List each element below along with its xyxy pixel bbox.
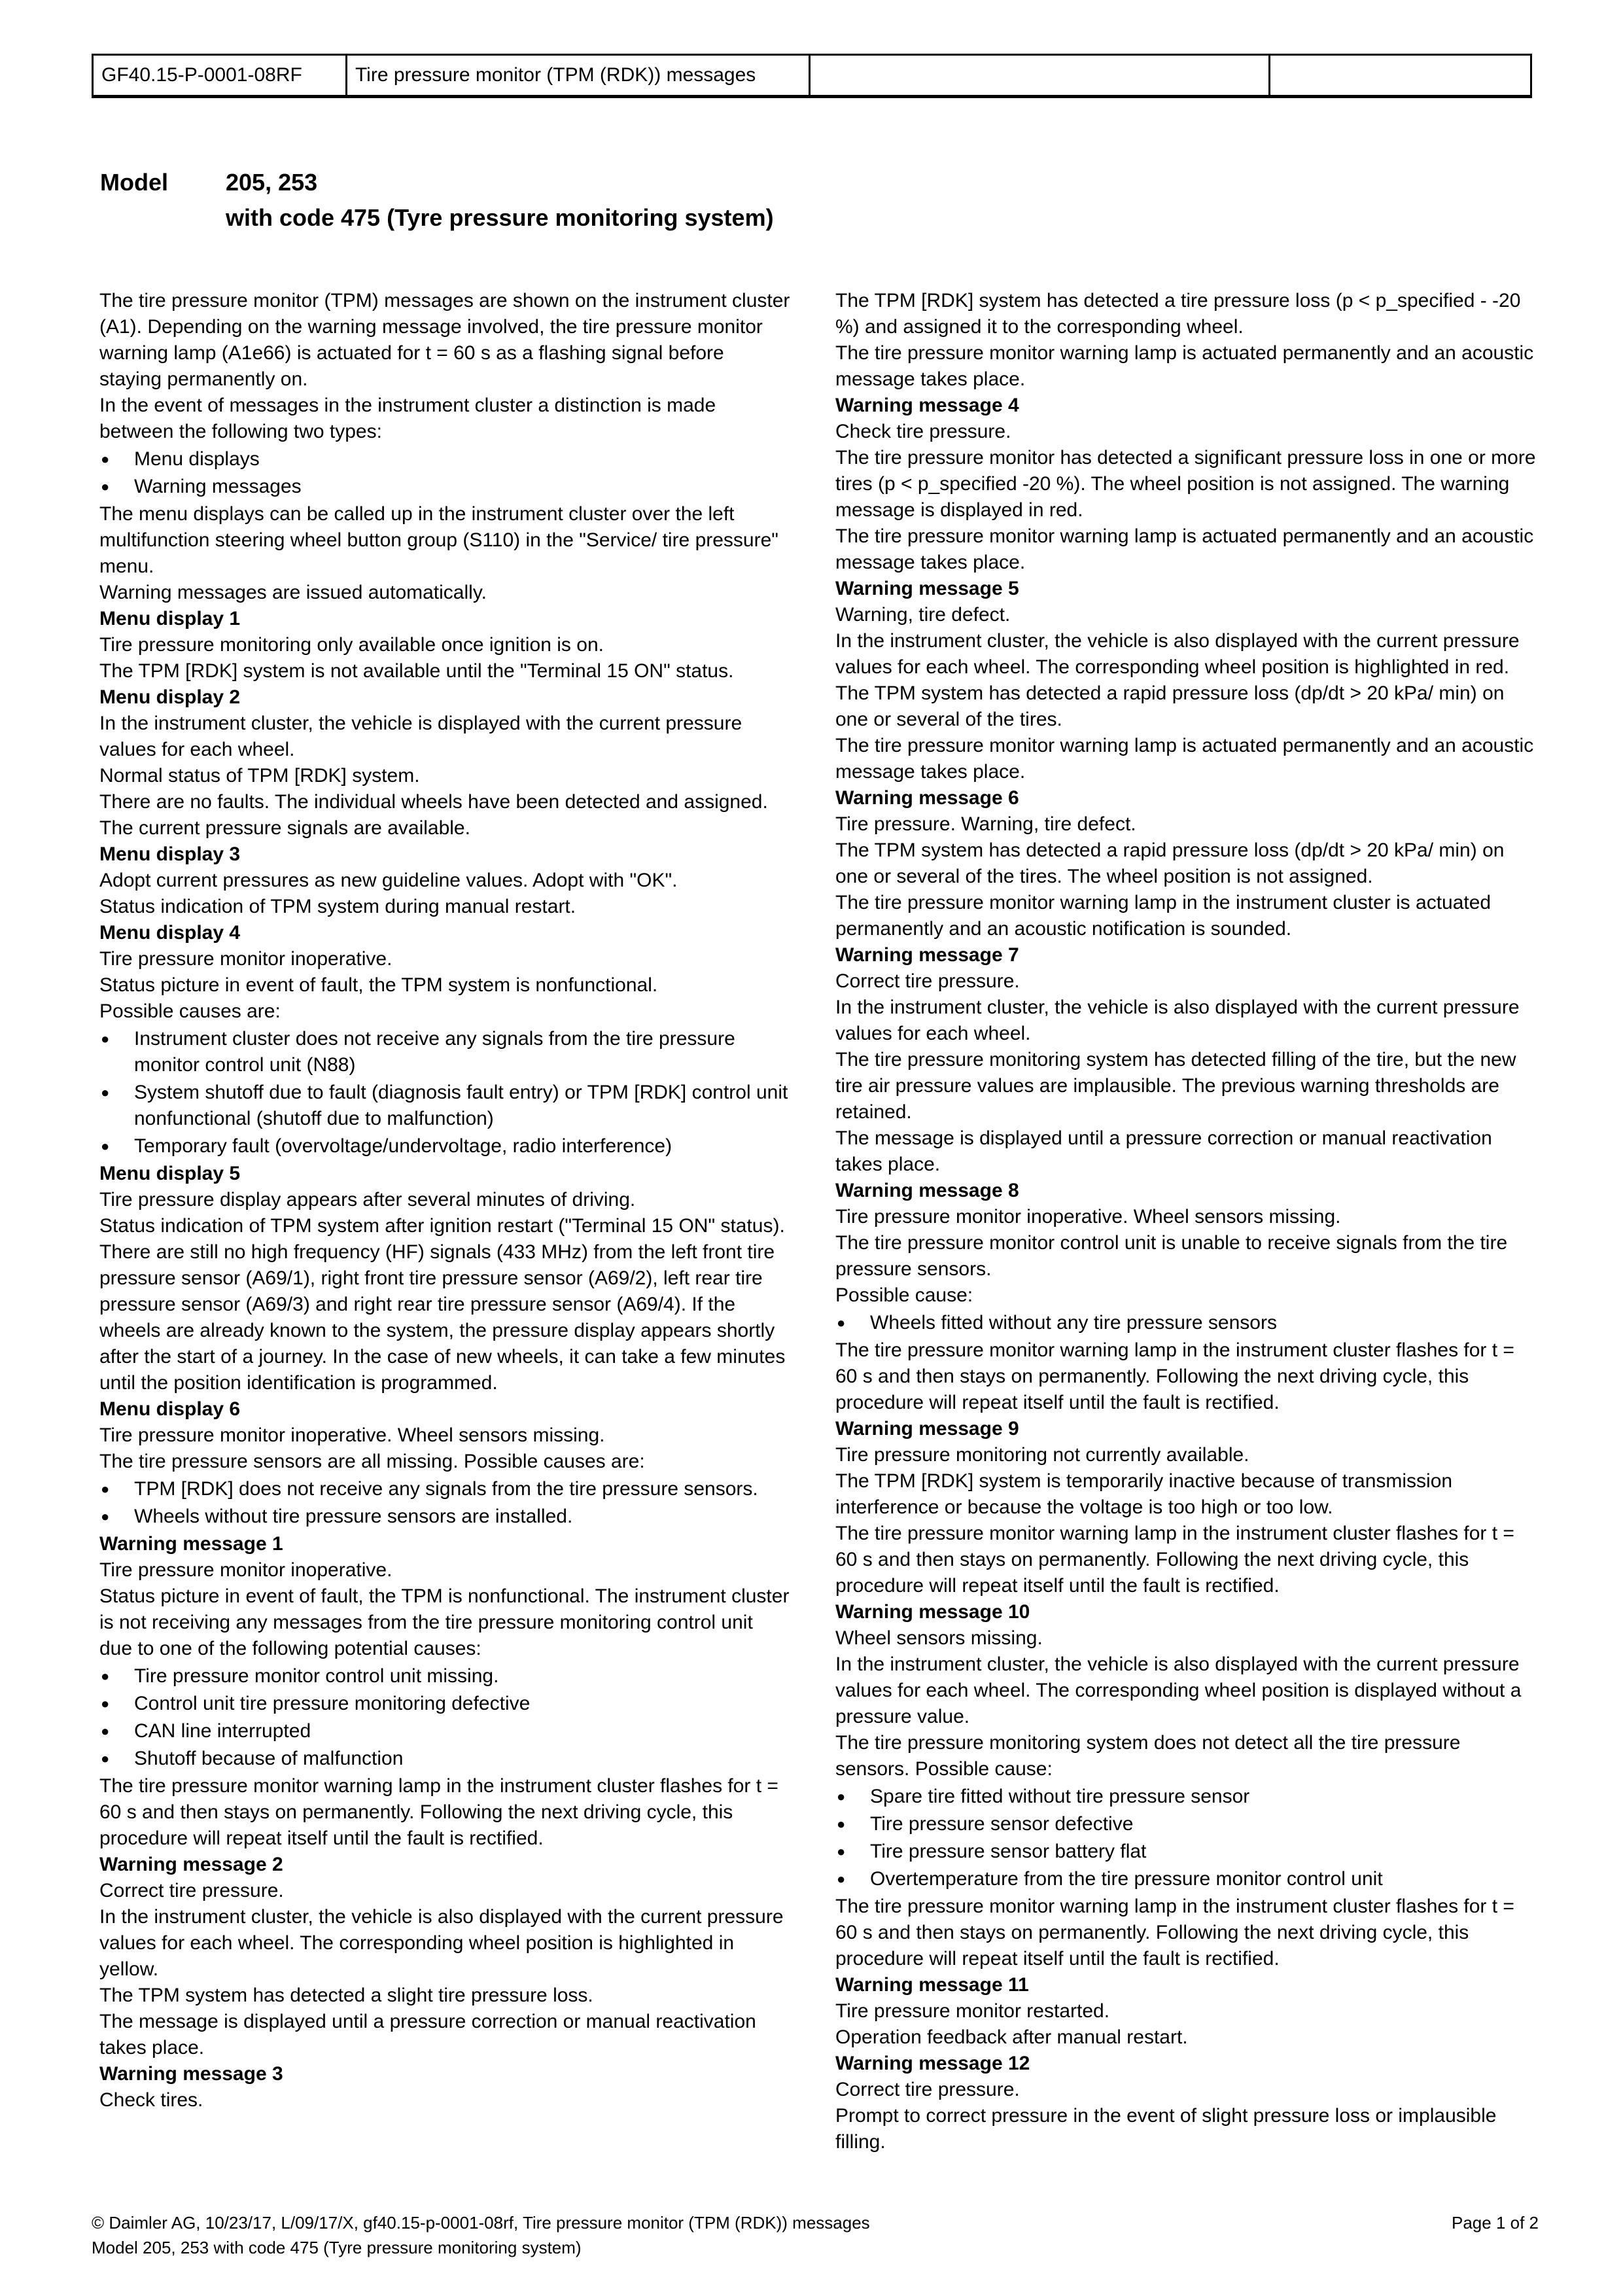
paragraph: Tire pressure monitor inoperative. — [99, 1559, 393, 1581]
bullet-text: System shutoff due to fault (diagnosis fault entry) or TPM [RDK] control unit nonfunctional (shutoff due to malfunction) — [134, 1082, 788, 1129]
bullet-text: Tire pressure monitor control unit missing. — [134, 1665, 499, 1687]
model-block — [100, 165, 774, 236]
paragraph: The tire pressure sensors are all missing. Possible causes are: — [99, 1451, 645, 1472]
model-label-spacer — [100, 200, 226, 236]
paragraph: Tire pressure monitor restarted. — [835, 2000, 1110, 2022]
section-heading: Warning message 12 — [835, 2053, 1030, 2074]
paragraph: The tire pressure monitor warning lamp in the instrument cluster flashes for t = 60 s and then stays on permanently. Following the next driving cycle, this procedure will repeat itself until the fault is rectified. — [835, 1896, 1514, 1969]
paragraph: Warning messages are issued automatically. — [99, 582, 487, 603]
paragraph: The tire pressure monitor warning lamp in the instrument cluster flashes for t = 60 s and then stays on permanently. Following the next driving cycle, this procedure will repeat itself until the fault is rectified. — [99, 1775, 778, 1849]
bullet-text: Control unit tire pressure monitoring defective — [134, 1693, 531, 1714]
paragraph: In the event of messages in the instrument cluster a distinction is made between the following two types: — [99, 395, 716, 442]
model-label: Model — [100, 169, 168, 196]
section-heading: Warning message 9 — [835, 1418, 1019, 1439]
footer-copyright: © Daimler AG, 10/23/17, L/09/17/X, gf40.15-p-0001-08rf, Tire pressure monitor (TPM (RDK)) messages — [92, 2213, 870, 2233]
paragraph: Tire pressure. Warning, tire defect. — [835, 813, 1136, 835]
paragraph: Tire pressure monitoring not currently available. — [835, 1444, 1249, 1466]
bullet-icon: ● — [101, 1481, 110, 1497]
bullet-text: Menu displays — [134, 448, 260, 470]
paragraph: The message is displayed until a pressure correction or manual reactivation takes place. — [99, 2011, 756, 2058]
bullet-item — [99, 1691, 790, 1717]
bullet-item — [835, 1784, 1537, 1810]
section-heading: Warning message 5 — [835, 578, 1019, 599]
paragraph: In the instrument cluster, the vehicle is also displayed with the current pressure values for each wheel. The corresponding wheel position is displayed without a pressure value. — [835, 1653, 1522, 1727]
footer-page-number: Page 1 of 2 — [1452, 2213, 1539, 2233]
bullet-item — [835, 1839, 1537, 1865]
model-row — [100, 165, 774, 200]
bullet-text: Overtemperature from the tire pressure monitor control unit — [870, 1868, 1383, 1890]
bullet-text: Shutoff because of malfunction — [134, 1748, 404, 1769]
bullet-item — [99, 1133, 790, 1159]
bullet-icon: ● — [101, 1508, 110, 1525]
paragraph: The TPM [RDK] system has detected a tire pressure loss (p < p_specified - -20 %) and assigned it to the corresponding wheel. — [835, 290, 1521, 338]
document-title: Tire pressure monitor (TPM (RDK)) messages — [347, 56, 811, 95]
paragraph: The tire pressure monitoring system does not detect all the tire pressure sensors. Possible cause: — [835, 1732, 1461, 1780]
bullet-text: CAN line interrupted — [134, 1720, 311, 1742]
bullet-text: Temporary fault (overvoltage/undervoltage, radio interference) — [134, 1135, 672, 1157]
paragraph: In the instrument cluster, the vehicle is also displayed with the current pressure values for each wheel. — [835, 997, 1520, 1044]
paragraph: Correct tire pressure. — [835, 970, 1020, 992]
paragraph: The TPM system has detected a rapid pressure loss (dp/dt > 20 kPa/ min) on one or several of the tires. The wheel position is not assigned. — [835, 839, 1505, 887]
section-heading: Warning message 6 — [835, 787, 1019, 809]
paragraph: Status picture in event of fault, the TPM is nonfunctional. The instrument cluster is not receiving any messages from the tire pressure monitoring control unit due to one of the following potential causes: — [99, 1585, 790, 1659]
paragraph: Tire pressure monitor inoperative. Wheel sensors missing. — [835, 1206, 1341, 1227]
bullet-text: Warning messages — [134, 476, 302, 497]
bullet-icon: ● — [101, 1031, 110, 1047]
paragraph: Possible cause: — [835, 1284, 973, 1306]
bullet-item — [99, 1504, 790, 1530]
bullet-item — [835, 1811, 1537, 1837]
bullet-item — [99, 446, 790, 472]
paragraph: The tire pressure monitor warning lamp is actuated permanently and an acoustic message takes place. — [835, 525, 1534, 573]
paragraph: In the instrument cluster, the vehicle is displayed with the current pressure values for each wheel. — [99, 713, 742, 760]
bullet-icon: ● — [837, 1788, 846, 1805]
model-value: 205, 253 — [226, 169, 318, 196]
bullet-item — [99, 1026, 790, 1078]
bullet-icon: ● — [101, 1084, 110, 1101]
right-text-column — [835, 288, 1537, 2155]
bullet-icon: ● — [837, 1816, 846, 1832]
paragraph: There are no faults. The individual wheels have been detected and assigned. The current pressure signals are available. — [99, 791, 768, 839]
bullet-text: Tire pressure sensor battery flat — [870, 1841, 1147, 1862]
paragraph: The tire pressure monitoring system has detected filling of the tire, but the new tire air pressure values are implausible. The previous warning thresholds are retained. — [835, 1049, 1516, 1123]
section-heading: Menu display 4 — [99, 922, 241, 944]
paragraph: The tire pressure monitor warning lamp in the instrument cluster flashes for t = 60 s and then stays on permanently. Following the next driving cycle, this procedure will repeat itself until the fault is rectified. — [835, 1339, 1514, 1413]
section-heading: Warning message 2 — [99, 1854, 283, 1875]
paragraph: Adopt current pressures as new guideline values. Adopt with "OK". — [99, 870, 678, 891]
section-heading: Warning message 10 — [835, 1601, 1030, 1623]
model-code-line: with code 475 (Tyre pressure monitoring system) — [226, 204, 774, 231]
paragraph: The tire pressure monitor has detected a significant pressure loss in one or more tires (p < p_specified -20 %). The wheel position is not assigned. The warning message is displayed in red. — [835, 447, 1536, 521]
paragraph: Tire pressure monitor inoperative. Wheel sensors missing. — [99, 1424, 605, 1446]
section-heading: Menu display 5 — [99, 1163, 241, 1184]
section-heading: Menu display 1 — [99, 608, 241, 629]
page-footer — [92, 2210, 1539, 2260]
paragraph: In the instrument cluster, the vehicle is also displayed with the current pressure values for each wheel. The corresponding wheel position is highlighted in yellow. — [99, 1906, 784, 1980]
paragraph: The menu displays can be called up in the instrument cluster over the left multifunction steering wheel button group (S110) in the "Service/ tire pressure" menu. — [99, 503, 778, 577]
bullet-item — [99, 1080, 790, 1132]
bullet-item — [835, 1310, 1537, 1336]
bullet-icon: ● — [837, 1315, 846, 1331]
bullet-icon: ● — [101, 1750, 110, 1767]
bullet-item — [99, 1718, 790, 1744]
bullet-item — [99, 1746, 790, 1772]
paragraph: Wheel sensors missing. — [835, 1627, 1043, 1649]
paragraph: Check tires. — [99, 2089, 203, 2111]
bullet-icon: ● — [101, 451, 110, 467]
paragraph: The TPM system has detected a rapid pressure loss (dp/dt > 20 kPa/ min) on one or several of the tires. — [835, 682, 1505, 730]
section-heading: Menu display 6 — [99, 1398, 241, 1420]
section-heading: Warning message 8 — [835, 1180, 1019, 1201]
header-empty-cell-1 — [811, 56, 1270, 95]
section-heading: Warning message 7 — [835, 944, 1019, 966]
document-header-table — [92, 54, 1532, 98]
bullet-item — [835, 1866, 1537, 1892]
bullet-item — [99, 1476, 790, 1502]
paragraph: Tire pressure monitoring only available once ignition is on. — [99, 634, 604, 656]
bullet-icon: ● — [837, 1871, 846, 1887]
paragraph: The tire pressure monitor warning lamp is actuated permanently and an acoustic message takes place. — [835, 735, 1534, 783]
bullet-icon: ● — [837, 1843, 846, 1860]
left-text-column — [99, 288, 790, 2113]
section-heading: Warning message 4 — [835, 395, 1019, 416]
paragraph: Prompt to correct pressure in the event of slight pressure loss or implausible filling. — [835, 2105, 1497, 2153]
section-heading: Warning message 1 — [99, 1533, 283, 1555]
paragraph: The message is displayed until a pressure correction or manual reactivation takes place. — [835, 1127, 1492, 1175]
footer-model-line: Model 205, 253 with code 475 (Tyre pressure monitoring system) — [92, 2238, 582, 2257]
bullet-text: Wheels fitted without any tire pressure sensors — [870, 1312, 1277, 1333]
bullet-item — [99, 474, 790, 500]
paragraph: Normal status of TPM [RDK] system. — [99, 765, 420, 786]
bullet-icon: ● — [101, 1723, 110, 1739]
bullet-text: Spare tire fitted without tire pressure sensor — [870, 1786, 1250, 1807]
bullet-icon: ● — [101, 1668, 110, 1684]
paragraph: The TPM [RDK] system is temporarily inactive because of transmission interference or because the voltage is too high or too low. — [835, 1470, 1453, 1518]
paragraph: The TPM system has detected a slight tire pressure loss. — [99, 1985, 593, 2006]
bullet-text: TPM [RDK] does not receive any signals from the tire pressure sensors. — [134, 1478, 758, 1500]
section-heading: Warning message 3 — [99, 2063, 283, 2085]
footer-row-1 — [92, 2210, 1539, 2235]
paragraph: Status picture in event of fault, the TPM system is nonfunctional. — [99, 974, 658, 996]
section-heading: Warning message 11 — [835, 1974, 1029, 1996]
model-code-row — [100, 200, 774, 236]
paragraph: The tire pressure monitor warning lamp in the instrument cluster is actuated permanently and an acoustic notification is sounded. — [835, 892, 1492, 940]
bullet-item — [99, 1663, 790, 1689]
paragraph: The TPM [RDK] system is not available until the "Terminal 15 ON" status. — [99, 660, 734, 682]
paragraph: Tire pressure monitor inoperative. — [99, 948, 393, 970]
section-heading: Menu display 3 — [99, 843, 241, 865]
paragraph: The tire pressure monitor (TPM) messages are shown on the instrument cluster (A1). Depending on the warning message involved, the tire pressure monitor warning lamp (A1e66) is actuated for t = 60 s as a flashing signal before staying permanently on. — [99, 290, 790, 390]
paragraph: Warning, tire defect. — [835, 604, 1011, 626]
bullet-icon: ● — [101, 1138, 110, 1154]
header-empty-cell-2 — [1270, 56, 1530, 95]
paragraph: Status indication of TPM system during manual restart. — [99, 896, 576, 917]
paragraph: The tire pressure monitor warning lamp is actuated permanently and an acoustic message takes place. — [835, 342, 1534, 390]
section-heading: Menu display 2 — [99, 686, 241, 708]
paragraph: Status indication of TPM system after ignition restart ("Terminal 15 ON" status). There are still no high frequency (HF) signals (433 MHz) from the left front tire pressure sensor (A69/1), right front tire pressure sensor (A69/2), left rear tire pressure sensor (A69/3) and right rear tire pressure sensor (A69/4). If the wheels are already known to the system, the pressure display appears shortly after the start of a journey. In the case of new wheels, it can take a few minutes until the position identification is programmed. — [99, 1215, 786, 1394]
bullet-text: Tire pressure sensor defective — [870, 1813, 1134, 1835]
paragraph: Check tire pressure. — [835, 421, 1011, 442]
paragraph: Correct tire pressure. — [99, 1880, 284, 1901]
bullet-icon: ● — [101, 1695, 110, 1712]
document-code: GF40.15-P-0001-08RF — [94, 56, 347, 95]
paragraph: Correct tire pressure. — [835, 2079, 1020, 2100]
paragraph: In the instrument cluster, the vehicle is also displayed with the current pressure values for each wheel. The corresponding wheel position is highlighted in red. — [835, 630, 1520, 678]
bullet-text: Instrument cluster does not receive any signals from the tire pressure monitor control unit (N88) — [134, 1028, 735, 1076]
paragraph: Possible causes are: — [99, 1000, 281, 1022]
paragraph: Tire pressure display appears after several minutes of driving. — [99, 1189, 636, 1210]
paragraph: The tire pressure monitor control unit is unable to receive signals from the tire pressure sensors. — [835, 1232, 1508, 1280]
bullet-text: Wheels without tire pressure sensors are installed. — [134, 1506, 573, 1527]
paragraph: Operation feedback after manual restart. — [835, 2026, 1188, 2048]
paragraph: The tire pressure monitor warning lamp in the instrument cluster flashes for t = 60 s and then stays on permanently. Following the next driving cycle, this procedure will repeat itself until the fault is rectified. — [835, 1523, 1514, 1597]
bullet-icon: ● — [101, 478, 110, 495]
